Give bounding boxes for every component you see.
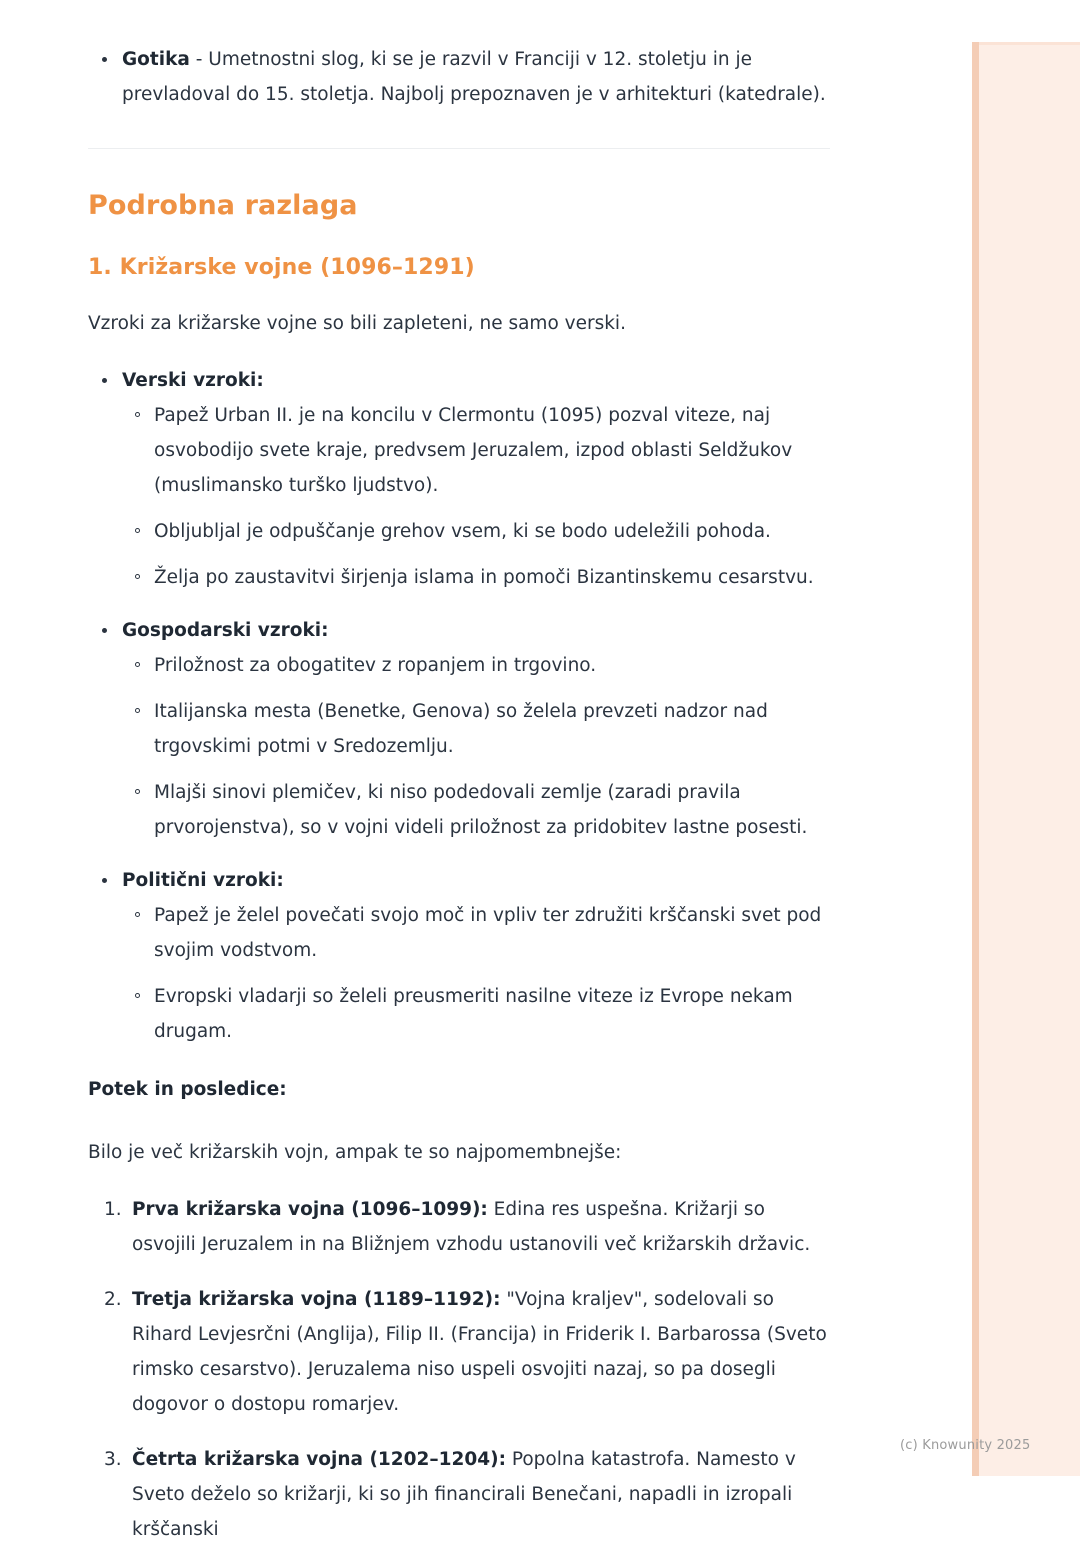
war-title: Prva križarska vojna (1096–1099): xyxy=(132,1199,488,1220)
list-item xyxy=(132,1442,833,1547)
list-item xyxy=(132,1282,833,1422)
spacer xyxy=(88,1049,833,1075)
list-item: Obljubljal je odpuščanje grehov vsem, ki se bodo udeležili pohoda. xyxy=(154,514,833,549)
side-panel-accent-stripe xyxy=(972,42,979,1476)
war-title: Tretja križarska vojna (1189–1192): xyxy=(132,1289,501,1310)
cause-group-title: Verski vzroki: xyxy=(122,370,264,391)
cause-sublist xyxy=(122,898,833,1049)
causes-intro-paragraph: Vzroki za križarske vojne so bili zapleteni, ne samo verski. xyxy=(88,313,626,334)
section-divider xyxy=(88,148,830,149)
decorative-side-panel xyxy=(972,42,1080,1476)
war-title: Četrta križarska vojna (1202–1204): xyxy=(132,1449,506,1470)
cause-group-title: Gospodarski vzroki: xyxy=(122,620,329,641)
potek-label: Potek in posledice: xyxy=(88,1079,287,1100)
list-item: Priložnost za obogatitev z ropanjem in trgovino. xyxy=(154,648,833,683)
cause-sublist xyxy=(122,398,833,595)
intro-bullet-list xyxy=(88,42,833,112)
intro-bullet-text: - Umetnostni slog, ki se je razvil v Franciji v 12. stoletju in je prevladoval do 15. stoletja. Najbolj prepoznaven je v arhitekturi (katedrale). xyxy=(122,49,826,105)
copyright-watermark: (c) Knowunity 2025 xyxy=(900,1438,1031,1453)
list-item xyxy=(122,42,833,112)
list-item: Želja po zaustavitvi širjenja islama in pomoči Bizantinskemu cesarstvu. xyxy=(154,560,833,595)
list-item: Italijanska mesta (Benetke, Genova) so želela prevzeti nadzor nad trgovskimi potmi v Sredozemlju. xyxy=(154,694,833,764)
wars-intro-paragraph: Bilo je več križarskih vojn, ampak te so najpomembnejše: xyxy=(88,1142,622,1163)
list-item xyxy=(122,363,833,595)
list-item: Mlajši sinovi plemičev, ki niso podedovali zemlje (zaradi pravila prvorojenstva), so v vojni videli priložnost za pridobitev lastne posesti. xyxy=(154,775,833,845)
cause-sublist xyxy=(122,648,833,845)
list-item: Evropski vladarji so želeli preusmeriti nasilne viteze iz Evrope nekam drugam. xyxy=(154,979,833,1049)
war-text: "Vojna kraljev", sodelovali so Rihard Levjesrčni (Anglija), Filip II. (Francija) in Friderik I. Barbarossa (Sveto rimsko cesarstvo). Jeruzalema niso uspeli osvojiti nazaj, so pa dosegli dogovor o dostopu romarjev. xyxy=(132,1289,827,1415)
list-item: Papež Urban II. je na koncilu v Clermontu (1095) pozval viteze, naj osvobodijo svete kraje, predvsem Jeruzalem, izpod oblasti Seldžukov (muslimansko turško ljudstvo). xyxy=(154,398,833,503)
intro-bullet-term: Gotika xyxy=(122,49,190,70)
wars-numbered-list xyxy=(88,1192,833,1547)
war-text: Popolna katastrofa. Namesto v Sveto deželo so križarji, ki so jih financirali Benečani, napadli in izropali krščanski xyxy=(132,1449,796,1540)
page-title: Podrobna razlaga xyxy=(88,190,358,221)
war-text: Edina res uspešna. Križarji so osvojili Jeruzalem in na Bližnjem vzhodu ustanovili več križarskih državic. xyxy=(132,1199,811,1255)
list-item: Papež je želel povečati svojo moč in vpliv ter združiti krščanski svet pod svojim vodstvom. xyxy=(154,898,833,968)
document-content xyxy=(88,42,833,1547)
side-panel-top-edge xyxy=(979,42,1080,45)
list-item xyxy=(122,613,833,845)
subsection-title: 1. Križarske vojne (1096–1291) xyxy=(88,255,475,280)
cause-groups-list xyxy=(88,363,833,1049)
list-item xyxy=(122,863,833,1049)
cause-group-title: Politični vzroki: xyxy=(122,870,284,891)
list-item xyxy=(132,1192,833,1262)
